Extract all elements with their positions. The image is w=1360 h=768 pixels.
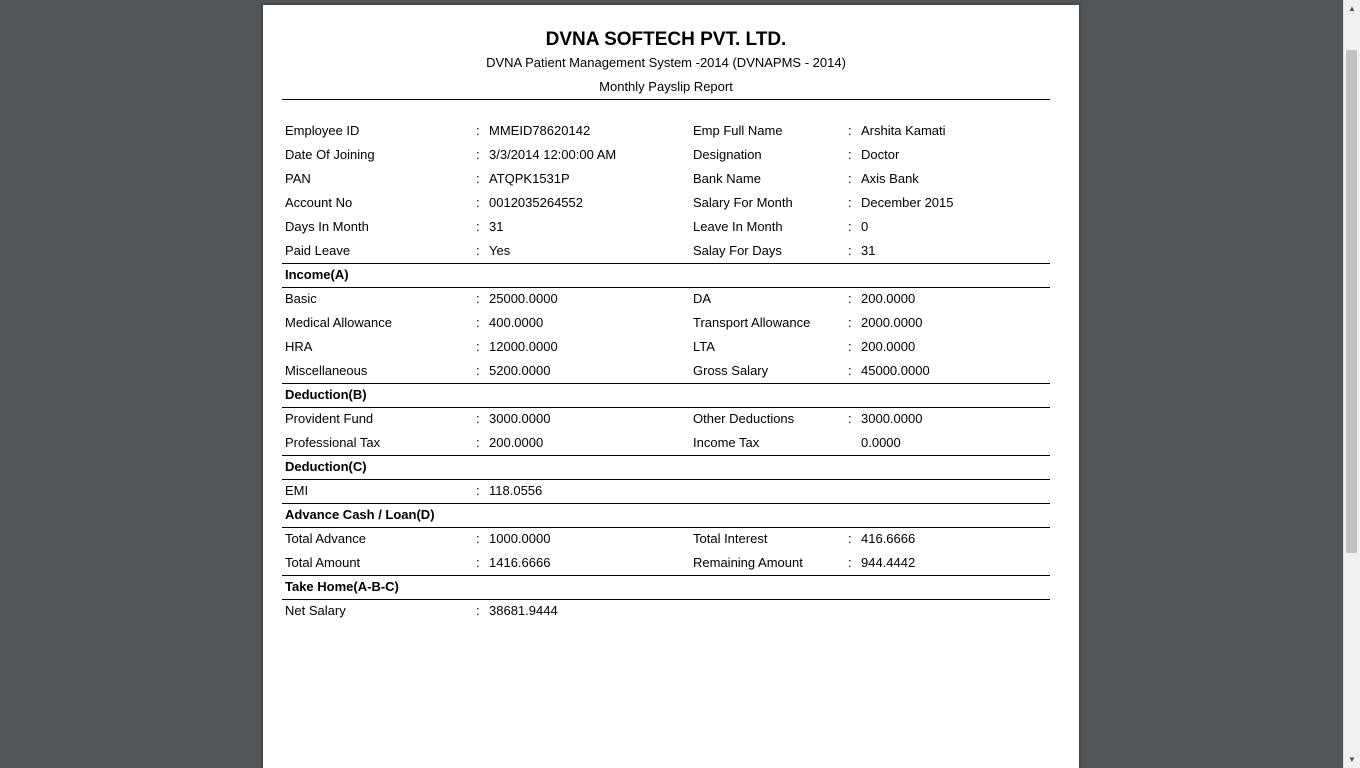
field-label: HRA xyxy=(285,339,313,354)
field-colon: : xyxy=(476,603,480,618)
field-label: Salay For Days xyxy=(693,243,782,258)
system-name: DVNA Patient Management System -2014 (DVNAPMS - 2014) xyxy=(486,55,846,70)
field-value: 25000.0000 xyxy=(489,291,558,306)
field-label: Other Deductions xyxy=(693,411,795,426)
field-value: 0 xyxy=(861,219,869,234)
field-colon: : xyxy=(476,531,480,546)
section-divider xyxy=(282,599,1050,600)
field-colon: : xyxy=(848,339,852,354)
field-label: PAN xyxy=(285,171,311,186)
field-label: Total Advance xyxy=(285,531,366,546)
field-value: 416.6666 xyxy=(861,531,916,546)
field-value: 200.0000 xyxy=(861,339,916,354)
section-divider xyxy=(282,287,1050,288)
header-divider xyxy=(282,99,1050,100)
field-colon: : xyxy=(476,147,480,162)
section-divider xyxy=(282,455,1050,456)
field-colon: : xyxy=(848,315,852,330)
field-label: Transport Allowance xyxy=(693,315,811,330)
field-value: 0012035264552 xyxy=(489,195,583,210)
field-value: Axis Bank xyxy=(861,171,919,186)
field-label: Miscellaneous xyxy=(285,363,368,378)
field-value: Yes xyxy=(489,243,511,258)
field-colon: : xyxy=(476,315,480,330)
field-colon: : xyxy=(476,411,480,426)
field-value: 200.0000 xyxy=(489,435,544,450)
section-heading-advance: Advance Cash / Loan(D) xyxy=(285,507,435,522)
field-colon: : xyxy=(476,219,480,234)
section-divider xyxy=(282,263,1050,264)
field-colon: : xyxy=(848,147,852,162)
field-label: Emp Full Name xyxy=(693,123,783,138)
field-label: Account No xyxy=(285,195,353,210)
field-colon: : xyxy=(848,411,852,426)
field-label: DA xyxy=(693,291,712,306)
field-value: ATQPK1531P xyxy=(489,171,570,186)
scrollbar-thumb[interactable] xyxy=(1346,50,1357,553)
field-colon: : xyxy=(848,195,852,210)
field-label: Medical Allowance xyxy=(285,315,392,330)
field-label: Gross Salary xyxy=(693,363,769,378)
field-label: Paid Leave xyxy=(285,243,351,258)
field-colon: : xyxy=(848,171,852,186)
field-value: 31 xyxy=(489,219,504,234)
section-divider xyxy=(282,503,1050,504)
field-label: Total Interest xyxy=(693,531,768,546)
field-label: Date Of Joining xyxy=(285,147,375,162)
field-label: Net Salary xyxy=(285,603,346,618)
field-colon: : xyxy=(476,363,480,378)
field-value: 3/3/2014 12:00:00 AM xyxy=(489,147,617,162)
section-heading-take-home: Take Home(A-B-C) xyxy=(285,579,399,594)
field-label: Leave In Month xyxy=(693,219,783,234)
field-value: MMEID78620142 xyxy=(489,123,591,138)
field-colon: : xyxy=(476,291,480,306)
field-colon: : xyxy=(476,243,480,258)
field-value: December 2015 xyxy=(861,195,954,210)
field-value: 0.0000 xyxy=(861,435,901,450)
company-name: DVNA SOFTECH PVT. LTD. xyxy=(545,29,787,50)
field-value: 5200.0000 xyxy=(489,363,551,378)
field-label: Days In Month xyxy=(285,219,369,234)
field-label: Employee ID xyxy=(285,123,360,138)
field-label: Bank Name xyxy=(693,171,761,186)
field-colon: : xyxy=(476,123,480,138)
field-colon: : xyxy=(476,171,480,186)
vertical-scrollbar[interactable] xyxy=(1343,0,1360,768)
field-colon: : xyxy=(476,435,480,450)
field-value: 31 xyxy=(861,243,876,258)
field-colon: : xyxy=(848,363,852,378)
section-heading-deduction-c: Deduction(C) xyxy=(285,459,367,474)
field-label: LTA xyxy=(693,339,715,354)
field-value: 118.0556 xyxy=(489,483,543,498)
field-colon: : xyxy=(848,219,852,234)
field-value: 1000.0000 xyxy=(489,531,551,546)
field-label: Income Tax xyxy=(693,435,760,450)
field-value: Arshita Kamati xyxy=(861,123,946,138)
field-colon: : xyxy=(476,195,480,210)
net-salary-value: 38681.9444 xyxy=(489,603,558,618)
scroll-up-arrow-icon[interactable]: ▲ xyxy=(1348,4,1356,13)
field-label: Basic xyxy=(285,291,317,306)
report-title: Monthly Payslip Report xyxy=(599,79,733,94)
field-colon: : xyxy=(848,555,852,570)
field-value: 3000.0000 xyxy=(861,411,923,426)
field-value: Doctor xyxy=(861,147,900,162)
field-value: 944.4442 xyxy=(861,555,916,570)
field-colon: : xyxy=(476,555,480,570)
field-label: Total Amount xyxy=(285,555,361,570)
field-label: Salary For Month xyxy=(693,195,793,210)
field-label: Professional Tax xyxy=(285,435,381,450)
field-value: 2000.0000 xyxy=(861,315,923,330)
field-colon: : xyxy=(476,483,480,498)
section-divider xyxy=(282,407,1050,408)
field-value: 45000.0000 xyxy=(861,363,930,378)
scroll-down-arrow-icon[interactable]: ▼ xyxy=(1348,755,1356,764)
field-colon: : xyxy=(848,531,852,546)
section-divider xyxy=(282,479,1050,480)
field-value: 12000.0000 xyxy=(489,339,558,354)
section-divider xyxy=(282,575,1050,576)
section-heading-income: Income(A) xyxy=(285,267,349,282)
section-heading-deduction-b: Deduction(B) xyxy=(285,387,367,402)
field-colon: : xyxy=(848,123,852,138)
field-colon: : xyxy=(476,339,480,354)
field-colon: : xyxy=(848,243,852,258)
field-value: 1416.6666 xyxy=(489,555,551,570)
field-label: Remaining Amount xyxy=(693,555,803,570)
section-divider xyxy=(282,527,1050,528)
field-value: 200.0000 xyxy=(861,291,916,306)
field-colon: : xyxy=(848,291,852,306)
field-value: 3000.0000 xyxy=(489,411,551,426)
field-label: Provident Fund xyxy=(285,411,374,426)
payslip-page xyxy=(263,5,1079,768)
section-divider xyxy=(282,383,1050,384)
field-label: Designation xyxy=(693,147,762,162)
field-label: EMI xyxy=(285,483,309,498)
field-value: 400.0000 xyxy=(489,315,544,330)
